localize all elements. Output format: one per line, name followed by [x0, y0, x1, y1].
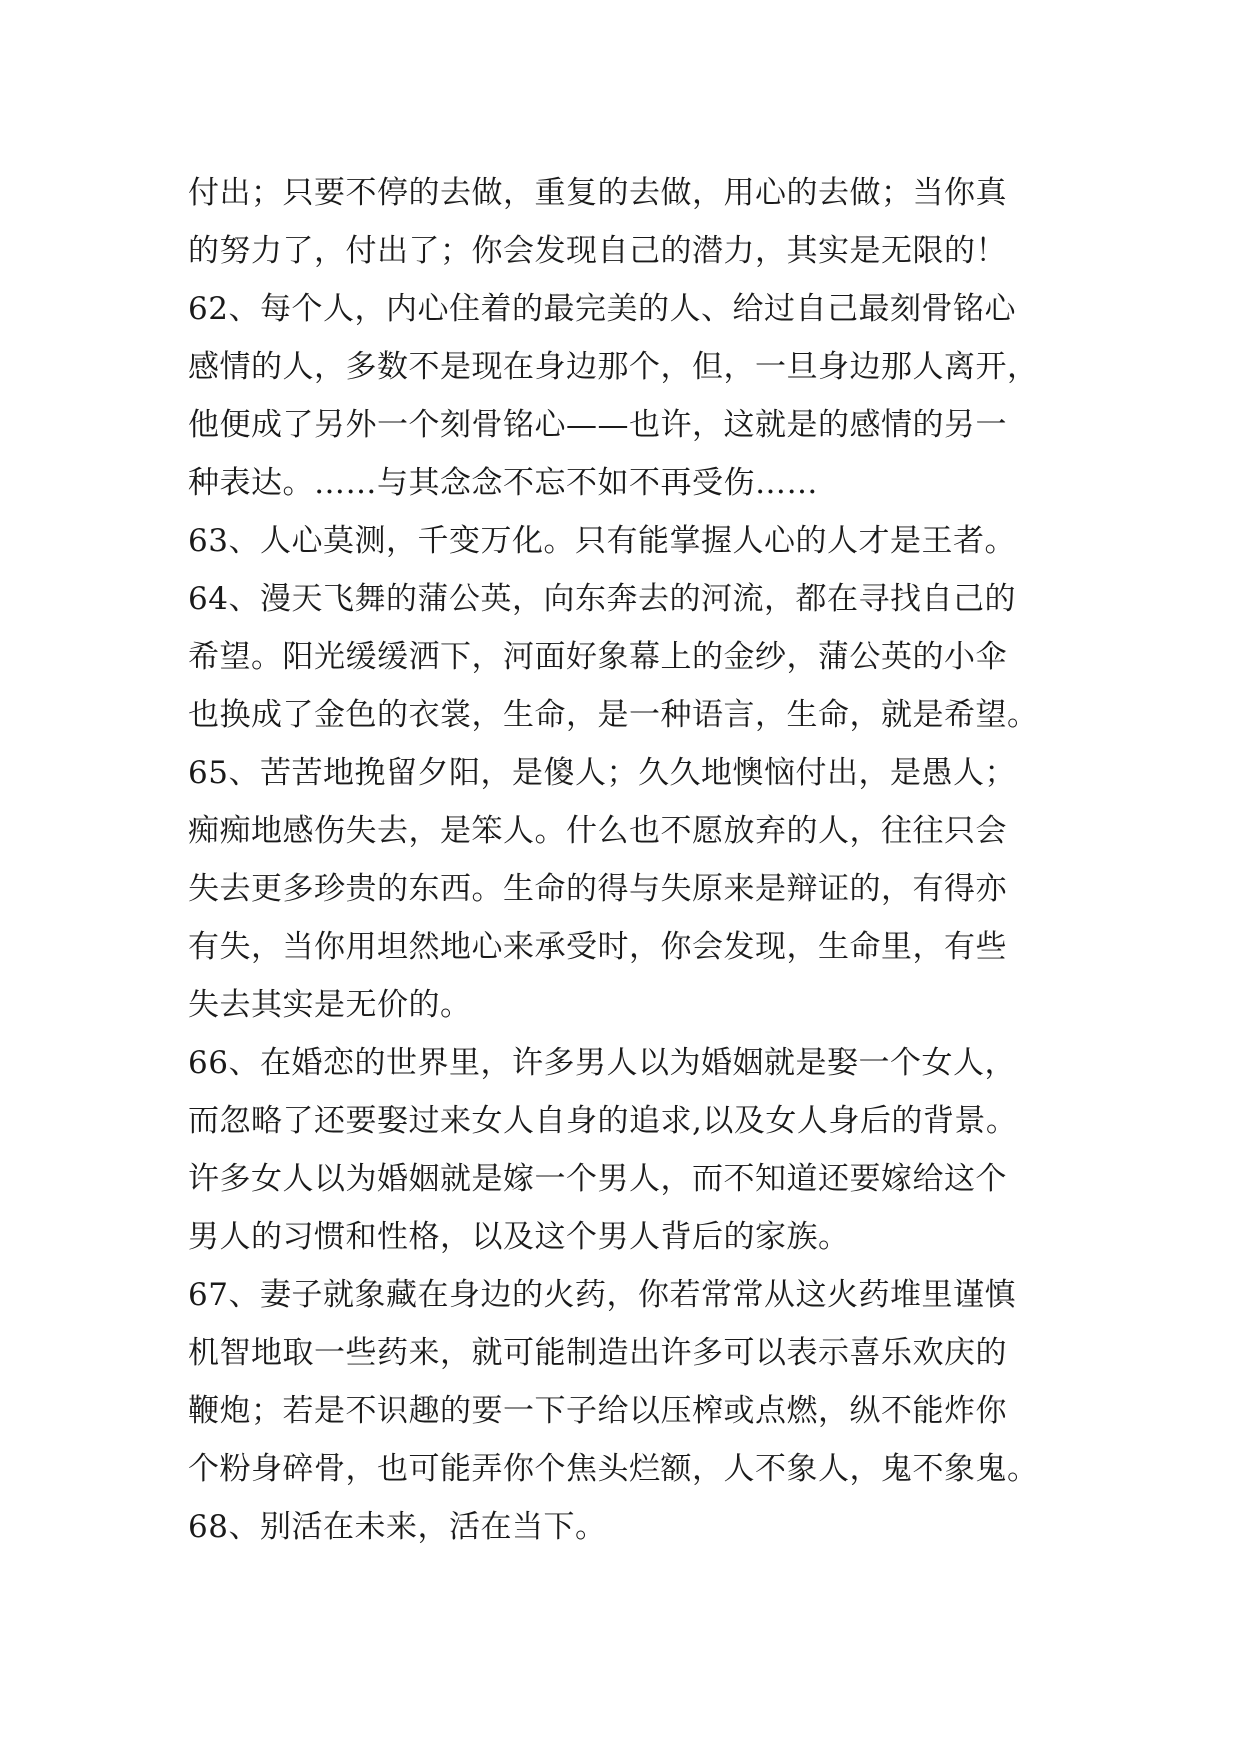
text-line: 失去其实是无价的。	[188, 987, 472, 1023]
text-line: 而忽略了还要娶过来女人自身的追求,以及女人身后的背景。	[188, 1103, 1018, 1139]
text-line: 67、妻子就象藏在身边的火药，你若常常从这火药堆里谨慎	[188, 1277, 1016, 1313]
text-line: 付出；只要不停的去做，重复的去做，用心的去做；当你真	[188, 175, 1007, 211]
text-line: 痴痴地感伤失去，是笨人。什么也不愿放弃的人，往往只会	[188, 813, 1007, 849]
text-line: 个粉身碎骨，也可能弄你个焦头烂额，人不象人，鬼不象鬼。	[188, 1451, 1039, 1487]
text-line: 66、在婚恋的世界里，许多男人以为婚姻就是娶一个女人，	[188, 1045, 1016, 1081]
text-line: 感情的人，多数不是现在身边那个，但，一旦身边那人离开，	[188, 349, 1039, 385]
text-line: 64、漫天飞舞的蒲公英，向东奔去的河流，都在寻找自己的	[188, 581, 1016, 617]
text-line: 68、别活在未来，活在当下。	[188, 1509, 607, 1545]
text-line: 的努力了，付出了；你会发现自己的潜力，其实是无限的！	[188, 233, 1007, 269]
text-line: 希望。阳光缓缓洒下，河面好象幕上的金纱，蒲公英的小伞	[188, 639, 1007, 675]
text-line: 有失，当你用坦然地心来承受时，你会发现，生命里，有些	[188, 929, 1007, 965]
body-text	[188, 164, 1088, 1556]
text-line: 鞭炮；若是不识趣的要一下子给以压榨或点燃，纵不能炸你	[188, 1393, 1007, 1429]
text-line: 63、人心莫测，千变万化。只有能掌握人心的人才是王者。	[188, 523, 1016, 559]
text-line: 他便成了另外一个刻骨铭心——也许，这就是的感情的另一	[188, 407, 1007, 443]
text-line: 失去更多珍贵的东西。生命的得与失原来是辩证的，有得亦	[188, 871, 1007, 907]
text-line: 男人的习惯和性格，以及这个男人背后的家族。	[188, 1219, 850, 1255]
text-line: 许多女人以为婚姻就是嫁一个男人，而不知道还要嫁给这个	[188, 1161, 1007, 1197]
text-line: 也换成了金色的衣裳，生命，是一种语言，生命，就是希望。	[188, 697, 1039, 733]
text-line: 65、苦苦地挽留夕阳，是傻人；久久地懊恼付出，是愚人；	[188, 755, 1016, 791]
text-line: 种表达。……与其念念不忘不如不再受伤……	[188, 465, 818, 501]
text-line: 机智地取一些药来，就可能制造出许多可以表示喜乐欢庆的	[188, 1335, 1007, 1371]
text-line: 62、每个人，内心住着的最完美的人、给过自己最刻骨铭心	[188, 291, 1016, 327]
